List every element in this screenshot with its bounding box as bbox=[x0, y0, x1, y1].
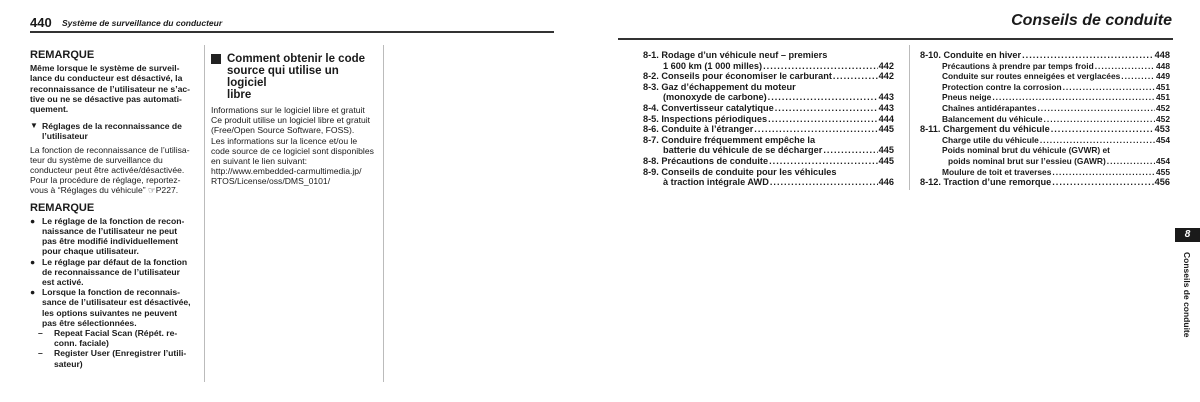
toc-entry-label: 8-4. Convertisseur catalytique bbox=[643, 102, 774, 113]
text-line: pas être modifié individuellement bbox=[42, 236, 179, 247]
foss-heading bbox=[211, 53, 379, 101]
text-line: La fonction de reconnaissance de l’utilisa- bbox=[30, 144, 190, 155]
remarque-heading: REMARQUE bbox=[30, 201, 95, 214]
list-item bbox=[30, 257, 195, 288]
toc-entry-page: 445 bbox=[878, 155, 894, 166]
toc-entry-page: 451 bbox=[1156, 81, 1170, 92]
toc-leader-dots bbox=[768, 114, 878, 125]
toc-entry[interactable] bbox=[643, 50, 894, 61]
text-line: pour chaque utilisateur. bbox=[42, 246, 139, 257]
toc-entry[interactable] bbox=[643, 61, 894, 72]
toc-entry-label: Poids nominal brut du véhicule (GVWR) et bbox=[942, 145, 1110, 156]
toc-entry-label: 8-5. Inspections périodiques bbox=[643, 113, 768, 124]
list-item bbox=[30, 287, 195, 328]
text-line: tive ou ne se désactive pas automati- bbox=[30, 93, 182, 104]
toc-leader-dots bbox=[992, 92, 1155, 103]
toc-leader-dots bbox=[1037, 103, 1155, 114]
toc-entry[interactable] bbox=[643, 92, 894, 103]
license-link[interactable]: http://www.embedded-carmultimedia.jp/ bbox=[211, 166, 362, 177]
text-line: Les informations sur la licence et/ou le bbox=[211, 135, 358, 146]
toc-entry-label: Moulure de toit et traverses bbox=[942, 166, 1052, 177]
toc-leader-dots bbox=[1052, 177, 1153, 188]
toc-entry-label: Précautions à prendre par temps froid bbox=[942, 60, 1094, 71]
text-line: reconnaissance de l’utilisateur ne s’ac- bbox=[30, 83, 191, 94]
dash-icon: – bbox=[38, 348, 43, 359]
toc-entry-page: 442 bbox=[878, 60, 894, 71]
toc-leader-dots bbox=[754, 124, 877, 135]
chapter-tab-text: Conseils de conduite bbox=[1182, 252, 1192, 338]
text-line: source qui utilise un logiciel bbox=[227, 65, 339, 89]
text-line: lance du conducteur est désactivé, la bbox=[30, 73, 183, 84]
foss-paragraph bbox=[211, 136, 379, 187]
toc-entry[interactable] bbox=[920, 124, 1170, 135]
text-line: conducteur peut être activée/désactivée. bbox=[30, 165, 185, 176]
text-line: sateur) bbox=[54, 358, 83, 369]
toc-entry[interactable] bbox=[920, 61, 1170, 72]
toc-leader-dots bbox=[770, 177, 878, 188]
toc-entry-page: 449 bbox=[1156, 71, 1170, 82]
text-line: en suivant le lien suivant: bbox=[211, 156, 308, 167]
toc-entry-page: 454 bbox=[1156, 134, 1170, 145]
left-column bbox=[30, 50, 195, 369]
settings-heading bbox=[30, 121, 195, 141]
text-line: de reconnaissance de l’utilisateur bbox=[42, 266, 181, 277]
column-divider bbox=[909, 45, 910, 190]
toc-entry-page: 452 bbox=[1156, 113, 1170, 124]
toc-entry[interactable] bbox=[643, 167, 894, 178]
toc-entry[interactable] bbox=[920, 71, 1170, 82]
toc-entry-label: 8-11. Chargement du véhicule bbox=[920, 124, 1050, 135]
settings-body bbox=[30, 145, 195, 196]
toc-right bbox=[920, 50, 1170, 188]
toc-entry[interactable] bbox=[920, 167, 1170, 178]
toc-leader-dots bbox=[1052, 167, 1155, 178]
text-line: sance de l’utilisateur est désactivée, bbox=[42, 297, 191, 308]
header-rule bbox=[30, 31, 554, 33]
text-line: (Free/Open Source Software, FOSS). bbox=[211, 125, 355, 136]
toc-entry-label: batterie du véhicule de se décharger bbox=[663, 145, 823, 156]
column-divider bbox=[383, 45, 384, 382]
toc-entry[interactable] bbox=[920, 156, 1170, 167]
toc-entry-label: Balancement du véhicule bbox=[942, 113, 1043, 124]
text-line: Comment obtenir le code bbox=[227, 53, 366, 65]
toc-leader-dots bbox=[1063, 82, 1155, 93]
toc-entry-page: 445 bbox=[878, 124, 894, 135]
text-line: Informations sur le logiciel libre et gratuit bbox=[211, 105, 365, 115]
text-line: Réglages de la reconnaissance de bbox=[42, 121, 182, 132]
toc-entry-label: 8-2. Conseils pour économiser le carburant bbox=[643, 71, 832, 82]
header-rule bbox=[618, 38, 1173, 40]
toc-entry-page: 448 bbox=[1156, 60, 1170, 71]
text-line: pas être sélectionnées. bbox=[42, 317, 137, 328]
text-line: Lorsque la fonction de reconnais- bbox=[42, 287, 180, 298]
toc-entry-label: 8-8. Précautions de conduite bbox=[643, 155, 769, 166]
text-line: Le réglage par défaut de la fonction bbox=[42, 256, 188, 267]
chapter-title: Conseils de conduite bbox=[1011, 12, 1172, 29]
toc-leader-dots bbox=[1051, 124, 1154, 135]
toc-entry-page: 452 bbox=[1156, 102, 1170, 113]
toc-leader-dots bbox=[763, 61, 878, 72]
dash-icon: – bbox=[38, 328, 43, 339]
toc-entry-page: 444 bbox=[878, 113, 894, 124]
toc-entry-label: Protection contre la corrosion bbox=[942, 81, 1062, 92]
text-line: quement. bbox=[30, 104, 69, 115]
toc-leader-dots bbox=[823, 145, 877, 156]
sub-list-item bbox=[30, 328, 195, 348]
text-line: libre bbox=[227, 89, 252, 101]
toc-entry-page: 445 bbox=[878, 145, 894, 156]
toc-entry-page: 456 bbox=[1154, 177, 1170, 188]
toc-entry-page: 455 bbox=[1156, 166, 1170, 177]
foss-column bbox=[211, 53, 379, 187]
toc-leader-dots bbox=[1044, 114, 1155, 125]
toc-leader-dots bbox=[768, 92, 878, 103]
toc-entry-page: 446 bbox=[878, 177, 894, 188]
toc-entry-label: Pneus neige bbox=[942, 92, 992, 103]
page-number: 440 bbox=[30, 15, 52, 30]
text-line: Même lorsque le système de surveil- bbox=[30, 63, 180, 74]
toc-entry[interactable] bbox=[643, 71, 894, 82]
toc-entry[interactable] bbox=[920, 177, 1170, 188]
text-line: teur du système de surveillance du bbox=[30, 154, 163, 165]
toc-leader-dots bbox=[1095, 61, 1155, 72]
toc-entry[interactable] bbox=[643, 135, 894, 146]
triangle-down-icon: ▼ bbox=[30, 121, 38, 131]
bullet-icon: ● bbox=[30, 215, 36, 226]
text-line: Ce produit utilise un logiciel libre et gratuit bbox=[211, 115, 371, 126]
text-line: l’utilisateur bbox=[42, 131, 88, 142]
toc-entry-page: 448 bbox=[1154, 50, 1170, 60]
toc-entry-label: 8-3. Gaz d’échappement du moteur bbox=[643, 81, 796, 92]
remarque-text bbox=[30, 63, 195, 114]
toc-entry[interactable] bbox=[920, 114, 1170, 125]
bullet-icon: ● bbox=[30, 256, 36, 267]
toc-leader-dots bbox=[1107, 156, 1155, 167]
toc-entry-page: 454 bbox=[1156, 155, 1170, 166]
license-link[interactable]: RTOS/License/oss/DMS_0101/ bbox=[211, 176, 331, 187]
toc-entry-page: 443 bbox=[878, 92, 894, 103]
text-line: Pour la procédure de réglage, reportez- bbox=[30, 175, 181, 186]
toc-entry-label: 8-6. Conduite à l’étranger bbox=[643, 124, 754, 135]
text-line: vous à “Réglages du véhicule” ☞P227. bbox=[30, 185, 179, 196]
toc-leader-dots bbox=[1022, 50, 1154, 61]
list-item bbox=[30, 216, 195, 257]
toc-entry-label: Charge utile du véhicule bbox=[942, 134, 1039, 145]
toc-leader-dots bbox=[775, 103, 878, 114]
toc-entry-page: 453 bbox=[1154, 124, 1170, 135]
toc-entry-label: 8-1. Rodage d’un véhicule neuf – premiers bbox=[643, 50, 828, 60]
square-bullet-icon bbox=[211, 54, 221, 64]
toc-entry-label: à traction intégrale AWD bbox=[663, 177, 769, 188]
text-line: naissance de l’utilisateur ne peut bbox=[42, 226, 178, 237]
column-divider bbox=[204, 45, 205, 382]
toc-entry-label: (monoxyde de carbone) bbox=[663, 92, 767, 103]
toc-entry-page: 442 bbox=[878, 71, 894, 82]
toc-entry-page: 443 bbox=[878, 102, 894, 113]
chapter-tab-number[interactable]: 8 bbox=[1175, 228, 1200, 242]
text-line: code source de ce logiciel sont disponibles bbox=[211, 145, 374, 156]
toc-entry[interactable] bbox=[920, 145, 1170, 156]
toc-leader-dots bbox=[769, 156, 878, 167]
toc-entry-label: 8-12. Traction d’une remorque bbox=[920, 177, 1052, 188]
toc-leader-dots bbox=[833, 71, 878, 82]
toc-leader-dots bbox=[1040, 135, 1155, 146]
toc-entry-page: 451 bbox=[1156, 92, 1170, 103]
chapter-tab-label bbox=[1175, 252, 1200, 342]
toc-entry-label: Chaînes antidérapantes bbox=[942, 102, 1037, 113]
toc-entry-label: 8-9. Conseils de conduite pour les véhicules bbox=[643, 166, 837, 177]
toc-entry[interactable] bbox=[920, 82, 1170, 93]
text-line: Le réglage de la fonction de recon- bbox=[42, 215, 185, 226]
toc-entry[interactable] bbox=[920, 103, 1170, 114]
toc-entry[interactable] bbox=[920, 92, 1170, 103]
text-line: est activé. bbox=[42, 277, 84, 288]
toc-entry-label: 8-10. Conduite en hiver bbox=[920, 50, 1022, 60]
toc-entry-label: poids nominal brut sur l’essieu (GAWR) bbox=[948, 155, 1106, 166]
remarque-heading: REMARQUE bbox=[30, 49, 95, 61]
toc-entry[interactable] bbox=[643, 156, 894, 167]
text-line: les options suivantes ne peuvent bbox=[42, 307, 178, 318]
foss-paragraph bbox=[211, 105, 379, 136]
toc-leader-dots bbox=[1121, 71, 1155, 82]
toc-entry-label: Conduite sur routes enneigées et verglacées bbox=[942, 71, 1121, 82]
toc-entry[interactable] bbox=[643, 114, 894, 125]
toc-entry[interactable] bbox=[643, 145, 894, 156]
toc-entry[interactable] bbox=[643, 177, 894, 188]
toc-left bbox=[643, 50, 894, 188]
running-title: Système de surveillance du conducteur bbox=[62, 18, 223, 28]
toc-entry[interactable] bbox=[643, 82, 894, 93]
toc-entry[interactable] bbox=[920, 135, 1170, 146]
sub-list-item bbox=[30, 348, 195, 368]
text-line: Repeat Facial Scan (Répét. re- bbox=[54, 328, 178, 339]
bullet-icon: ● bbox=[30, 287, 36, 298]
text-line: conn. faciale) bbox=[54, 338, 109, 349]
toc-entry[interactable] bbox=[920, 50, 1170, 61]
text-line: Register User (Enregistrer l’utili- bbox=[54, 348, 187, 359]
toc-entry[interactable] bbox=[643, 124, 894, 135]
toc-entry-label: 8-7. Conduire fréquemment empêche la bbox=[643, 134, 816, 145]
toc-entry[interactable] bbox=[643, 103, 894, 114]
toc-entry-label: 1 600 km (1 000 milles) bbox=[663, 60, 763, 71]
